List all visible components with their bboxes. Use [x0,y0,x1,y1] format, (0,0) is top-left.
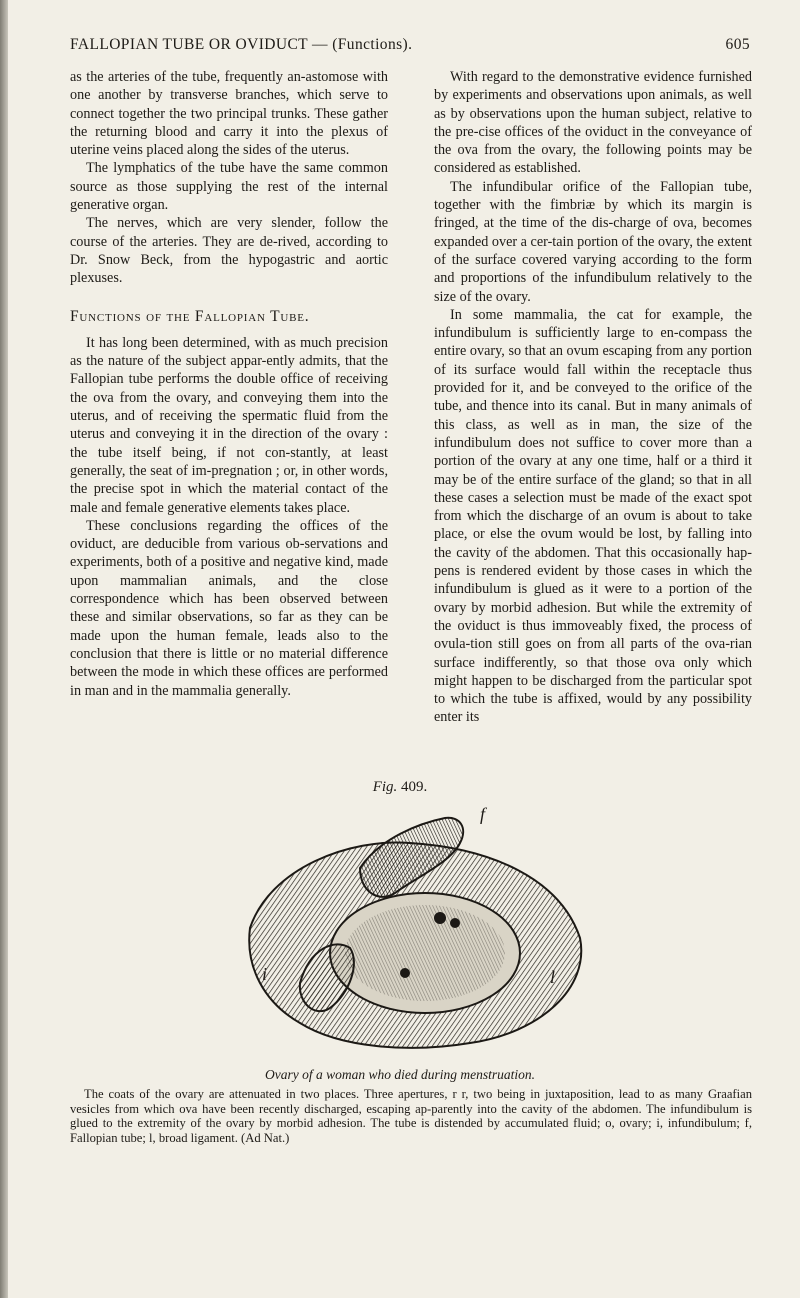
label-l: l [550,967,556,987]
label-f: f [480,804,486,824]
left-column [70,68,388,700]
caption-text: The coats of the ovary are attenuated in two places. Three apertures, r r, two being in juxtaposition, lead to as many Graafian vesicles from which ova have been recently discharged, escaping ap-parently into the cavity of the abdomen. The infundibulum is glued to the extremity of the ovary by morbid adhesion. The tube is distended by accumulated fluid; o, ovary; i, infundibulum; f, Fallopian tube; l, broad ligament. (Ad Nat.) [70,1087,752,1145]
paragraph: as the arteries of the tube, frequently an-astomose with one another by transverse branches, which serve to connect together the two principal trunks. These gather the returning blood and carry it into the plexus of uterine veins placed along the sides of the uterus. [70,69,388,159]
figure-number: 409. [401,779,428,795]
aperture-shape [434,912,446,924]
page-number: 605 [725,36,750,53]
figure-label [0,779,800,796]
aperture-shape [400,968,410,978]
aperture-shape [450,918,460,928]
paragraph: The infundibular orifice of the Fallopian tube, together with the fimbriæ by which its margin is fringed, at the time of the dis-charge of ova, becomes expanded over a cer-tain portion of the ovary, the extent of the surface covered varying according to the form and proportions of the infundibulum relatively to the size of the ovary. [434,178,752,305]
paragraph: It has long been determined, with as much precision as the nature of the subject appar-ently admits, that the Fallopian tube performs the double office of receiving the ova from the ovary, and conveying them into the uterus, and of receiving the spermatic fluid from the uterus and conveying it in the direction of the ovary : the tube itself being, if not con-stantly, at least generally, the seat of im-pregnation ; or, in other words, the precise spot in which the material contact of the male and female generative elements takes place. [70,334,388,516]
paragraph: In some mammalia, the cat for example, the infundibulum is sufficiently large to en-compass the entire ovary, so that an ovum escaping from any portion of its surface would fall within the receptacle thus provided for it, and be conveyed to the orifice of the tube, and thence into its canal. But in many animals of this class, as well as in man, the size of the infundibulum does not suffice to cover more than a portion of the ovary at any one time, half or a third it may be of the entire surface of the gland; so that in all these cases a selection must be made of the exact spot from which the discharge of an ovum is about to take place, or else the ovum would be lost, by falling into the cavity of the abdomen. That this occasionally hap-pens is rendered evident by those cases in which the infundibulum is glued as it were to a portion of the ovary by morbid adhesion. But while the extremity of the oviduct is thus immoveably fixed, the process of ovula-tion still goes on from all parts of the ova-rian surface indifferently, so that those ova only which might happen to be discharged from the particular spot to which the tube is affixed, would by any possibility enter its [434,306,752,726]
figure-subtitle: Ovary of a woman who died during menstruation. [265,1067,535,1082]
running-header [70,36,750,54]
paragraph: With regard to the demonstrative evidence furnished by experiments and observations upon animals, as well as by observations upon the human subject, relative to the pre-cise offices of the oviduct in the conveyance of the ova from the ovary, the following points may be considered as established. [434,69,752,177]
paragraph: The nerves, which are very slender, follow the course of the arteries. They are de-rived, according to Dr. Snow Beck, from the hypogastric and aortic plexuses. [70,215,388,287]
section-heading: Functions of the Fallopian Tube. [70,307,310,325]
paragraph: The lymphatics of the tube have the same common source as those supplying the rest of the internal generative organ. [70,160,388,214]
header-title: FALLOPIAN TUBE OR OVIDUCT — (Functions). [70,36,413,53]
page-edge-shadow [0,0,8,1298]
label-i: i [262,964,268,984]
ovary-illustration [210,798,610,1058]
figure-caption [70,1087,752,1145]
figure-label-prefix: Fig. [372,779,398,795]
right-column [434,68,752,727]
paragraph: These conclusions regarding the offices of the oviduct, are deducible from various ob-servations and experiments, both of a positive and negative kind, made upon mammalian animals, and the close correspondence which has been observed between these and similar observations, so far as they can be made upon the human female, leads also to the conclusion that there is little or no material difference between the mode in which these offices are performed in man and in the mammalia generally. [70,517,388,699]
